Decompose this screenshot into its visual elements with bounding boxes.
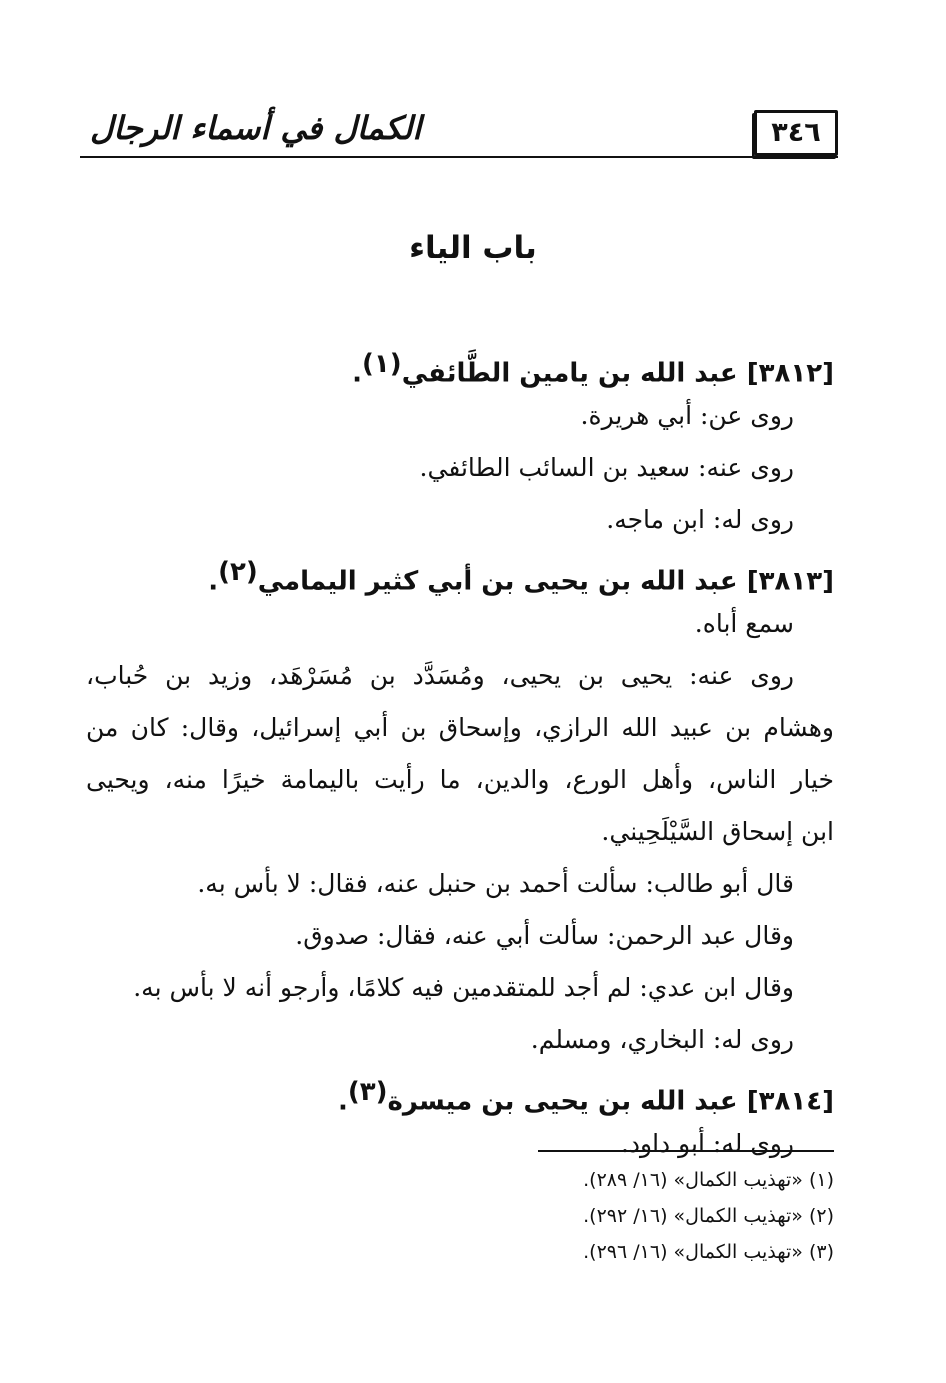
text-line: ابن إسحاق السَّيْلَحِيني. (601, 817, 834, 846)
main-text (86, 338, 834, 1170)
entry-heading-period: . (208, 566, 219, 597)
book-title: الكمال في أسماء الرجال (90, 109, 422, 147)
text-line: وقال عبد الرحمن: سألت أبي عنه، فقال: صدوق. (295, 921, 794, 950)
text-line: قال أبو طالب: سألت أحمد بن حنبل عنه، فقال: لا بأس به. (197, 869, 794, 898)
footnote-marker: (٢) (218, 557, 258, 587)
entry-heading-period: . (338, 1086, 348, 1117)
footnotes (86, 1162, 834, 1270)
text-line: خيار الناس، وأهل الورع، والدين، ما رأيت باليمامة خيرًا منه، ويحيى (86, 765, 834, 794)
header-rule (80, 156, 838, 158)
text-line: روى له: أبو داود. (620, 1129, 794, 1158)
footnote-rule (538, 1150, 834, 1152)
text-line: روى عنه: سعيد بن السائب الطائفي. (419, 453, 794, 482)
text-line: روى له: البخاري، ومسلم. (530, 1025, 794, 1054)
page-number: ٣٤٦ (754, 110, 838, 156)
entry-heading-text: [٣٨١٤] عبد الله بن يحيى بن ميسرة (387, 1086, 834, 1117)
footnote: (١) «تهذيب الكمال» (١٦/ ٢٨٩). (583, 1169, 834, 1191)
text-line: روى عن: أبي هريرة. (580, 401, 794, 430)
entry-heading-text: [٣٨١٣] عبد الله بن يحيى بن أبي كثير اليمامي (257, 566, 834, 597)
footnote-marker: (١) (362, 349, 402, 379)
text-line: سمع أباه. (694, 609, 794, 638)
footnote: (٣) «تهذيب الكمال» (١٦/ ٢٩٦). (583, 1241, 834, 1263)
text-line: وقال ابن عدي: لم أجد للمتقدمين فيه كلامًا، وأرجو أنه لا بأس به. (133, 973, 794, 1002)
text-line: روى عنه: يحيى بن يحيى، ومُسَدَّد بن مُسَرْهَد، وزيد بن حُباب، (86, 661, 794, 690)
entry-heading (86, 546, 834, 598)
footnote-marker: (٣) (347, 1077, 388, 1107)
footnote: (٢) «تهذيب الكمال» (١٦/ ٢٩٢). (583, 1205, 834, 1227)
text-line: وهشام بن عبيد الله الرازي، وإسحاق بن أبي إسرائيل، وقال: كان من (86, 713, 834, 742)
text-line: روى له: ابن ماجه. (606, 505, 794, 534)
entry-heading (86, 338, 834, 390)
entry-heading-period: . (352, 358, 363, 389)
running-header (80, 100, 838, 160)
chapter-title: باب الياء (409, 230, 537, 266)
entry-heading (86, 1066, 834, 1118)
entry-heading-text: [٣٨١٢] عبد الله بن يامين الطَّائفي (401, 358, 834, 389)
